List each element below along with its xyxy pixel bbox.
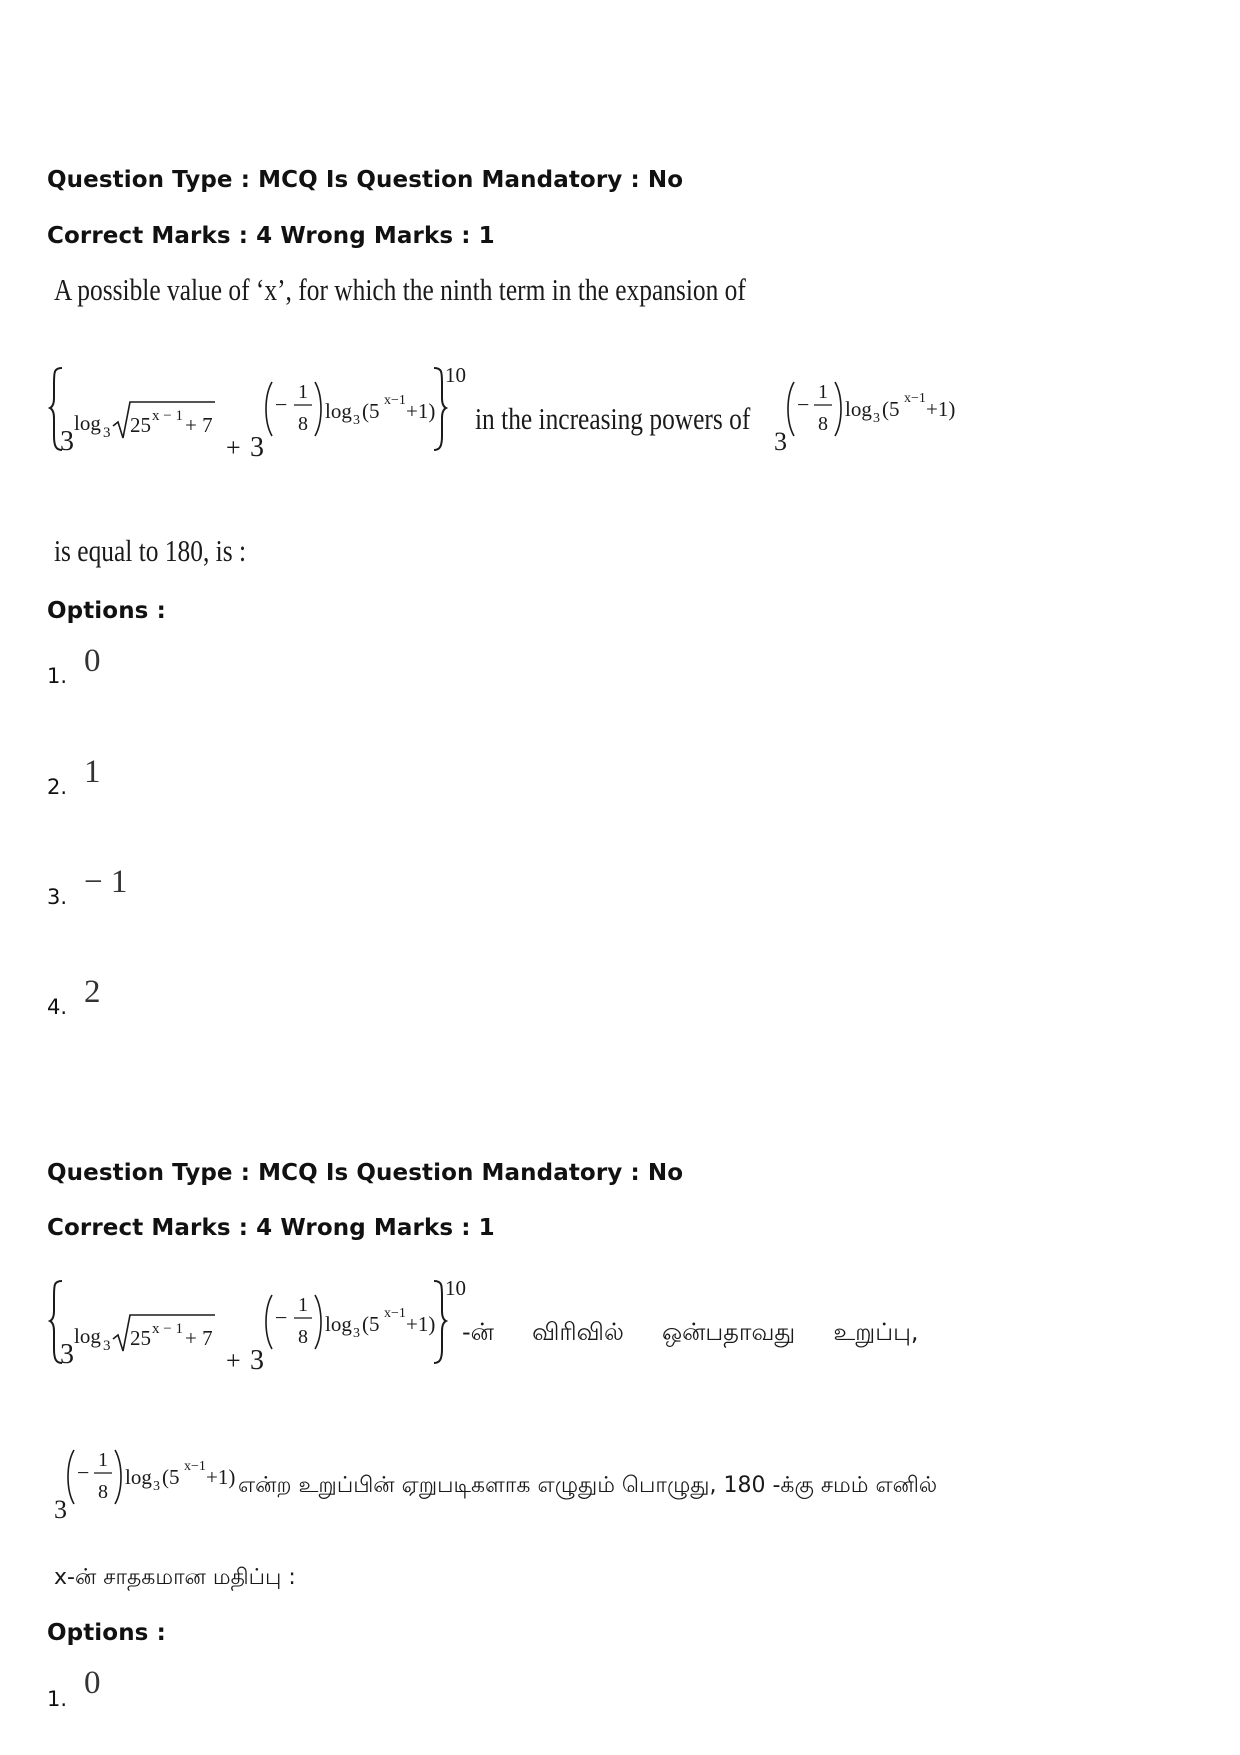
svg-text:log: log xyxy=(325,1312,352,1336)
svg-text:log: log xyxy=(845,397,872,421)
base-3: 3 xyxy=(60,426,74,457)
svg-text:3: 3 xyxy=(60,1339,74,1370)
tamil-text-line: என்ற உறுப்பின் ஏறுபடிகளாக எழுதும் பொழுது, 180 -க்கு சமம் எனில் xyxy=(238,1473,938,1498)
svg-text:(5: (5 xyxy=(162,1465,180,1489)
option-value[interactable]: 2 xyxy=(84,974,101,1010)
option-value[interactable]: 0 xyxy=(84,1665,101,1701)
svg-text:+1): +1) xyxy=(206,1465,236,1489)
svg-text:3: 3 xyxy=(103,425,111,441)
svg-text:log: log xyxy=(74,1324,101,1348)
svg-text:log: log xyxy=(125,1465,152,1489)
question-type-line: Question Type : MCQ Is Question Mandatory : No xyxy=(47,167,684,193)
svg-text:(5: (5 xyxy=(362,399,380,423)
svg-text:−: − xyxy=(77,1460,90,1485)
svg-text:3: 3 xyxy=(103,1338,111,1354)
svg-text:3: 3 xyxy=(54,1495,67,1524)
question-text-line: A possible value of ‘x’, for which the ninth term in the expansion of xyxy=(54,272,746,307)
svg-text:x − 1: x − 1 xyxy=(152,1321,183,1337)
svg-text:+ 7: + 7 xyxy=(185,1326,213,1350)
svg-text:(5: (5 xyxy=(882,397,900,421)
marks-line: Correct Marks : 4 Wrong Marks : 1 xyxy=(47,1215,495,1241)
svg-text:x−1: x−1 xyxy=(184,1459,206,1474)
svg-text:8: 8 xyxy=(98,1481,108,1503)
svg-text:+1): +1) xyxy=(406,1312,436,1336)
svg-text:+1): +1) xyxy=(406,399,436,423)
svg-text:10: 10 xyxy=(445,1276,466,1300)
option-number: 1. xyxy=(47,664,68,688)
log-text: log xyxy=(74,411,101,435)
svg-text:x−1: x−1 xyxy=(384,393,406,408)
marks-line: Correct Marks : 4 Wrong Marks : 1 xyxy=(47,223,495,249)
options-label: Options : xyxy=(47,598,166,624)
svg-text:1: 1 xyxy=(818,381,828,403)
svg-text:25: 25 xyxy=(130,1326,151,1350)
svg-text:3: 3 xyxy=(153,1479,160,1494)
option-number: 3. xyxy=(47,885,68,909)
svg-text:−: − xyxy=(275,392,288,417)
svg-text:8: 8 xyxy=(298,1326,308,1348)
question-text-end: is equal to 180, is : xyxy=(54,533,247,568)
svg-text:−: − xyxy=(797,392,810,417)
question-type-line: Question Type : MCQ Is Question Mandatory : No xyxy=(47,1160,684,1186)
term-formula xyxy=(52,1438,236,1528)
svg-text:x−1: x−1 xyxy=(384,1306,406,1321)
option-number: 1. xyxy=(47,1687,68,1711)
svg-text:+: + xyxy=(226,433,241,462)
expansion-formula xyxy=(50,360,470,463)
option-value[interactable]: 0 xyxy=(84,643,101,679)
svg-text:x − 1: x − 1 xyxy=(152,408,183,424)
question-text-mid: in the increasing powers of xyxy=(475,401,751,436)
option-number: 2. xyxy=(47,775,68,799)
svg-text:1: 1 xyxy=(298,1294,308,1316)
svg-text:3: 3 xyxy=(873,411,880,426)
svg-text:x−1: x−1 xyxy=(904,391,926,406)
svg-text:3: 3 xyxy=(774,427,787,456)
svg-text:+: + xyxy=(226,1346,241,1375)
svg-text:+ 7: + 7 xyxy=(185,413,213,437)
svg-text:+1): +1) xyxy=(926,397,956,421)
svg-text:3: 3 xyxy=(353,413,360,428)
tamil-text-line: x-ன் சாதகமான மதிப்பு : xyxy=(54,1565,296,1590)
svg-text:log: log xyxy=(325,399,352,423)
svg-text:(5: (5 xyxy=(362,1312,380,1336)
option-value[interactable]: − 1 xyxy=(84,864,128,900)
svg-text:10: 10 xyxy=(445,363,466,387)
svg-text:3: 3 xyxy=(250,1345,264,1376)
option-value[interactable]: 1 xyxy=(84,754,101,790)
svg-text:3: 3 xyxy=(250,432,264,463)
tamil-text-line: -ன் விரிவில் ஒன்பதாவது உறுப்பு, xyxy=(462,1318,919,1346)
expansion-formula xyxy=(50,1273,470,1376)
svg-text:8: 8 xyxy=(818,413,828,435)
term-formula xyxy=(772,370,956,460)
svg-text:1: 1 xyxy=(298,381,308,403)
svg-text:8: 8 xyxy=(298,413,308,435)
svg-text:1: 1 xyxy=(98,1449,108,1471)
option-number: 4. xyxy=(47,995,68,1019)
options-label: Options : xyxy=(47,1620,166,1646)
svg-text:25: 25 xyxy=(130,413,151,437)
svg-text:3: 3 xyxy=(353,1326,360,1341)
svg-text:−: − xyxy=(275,1305,288,1330)
